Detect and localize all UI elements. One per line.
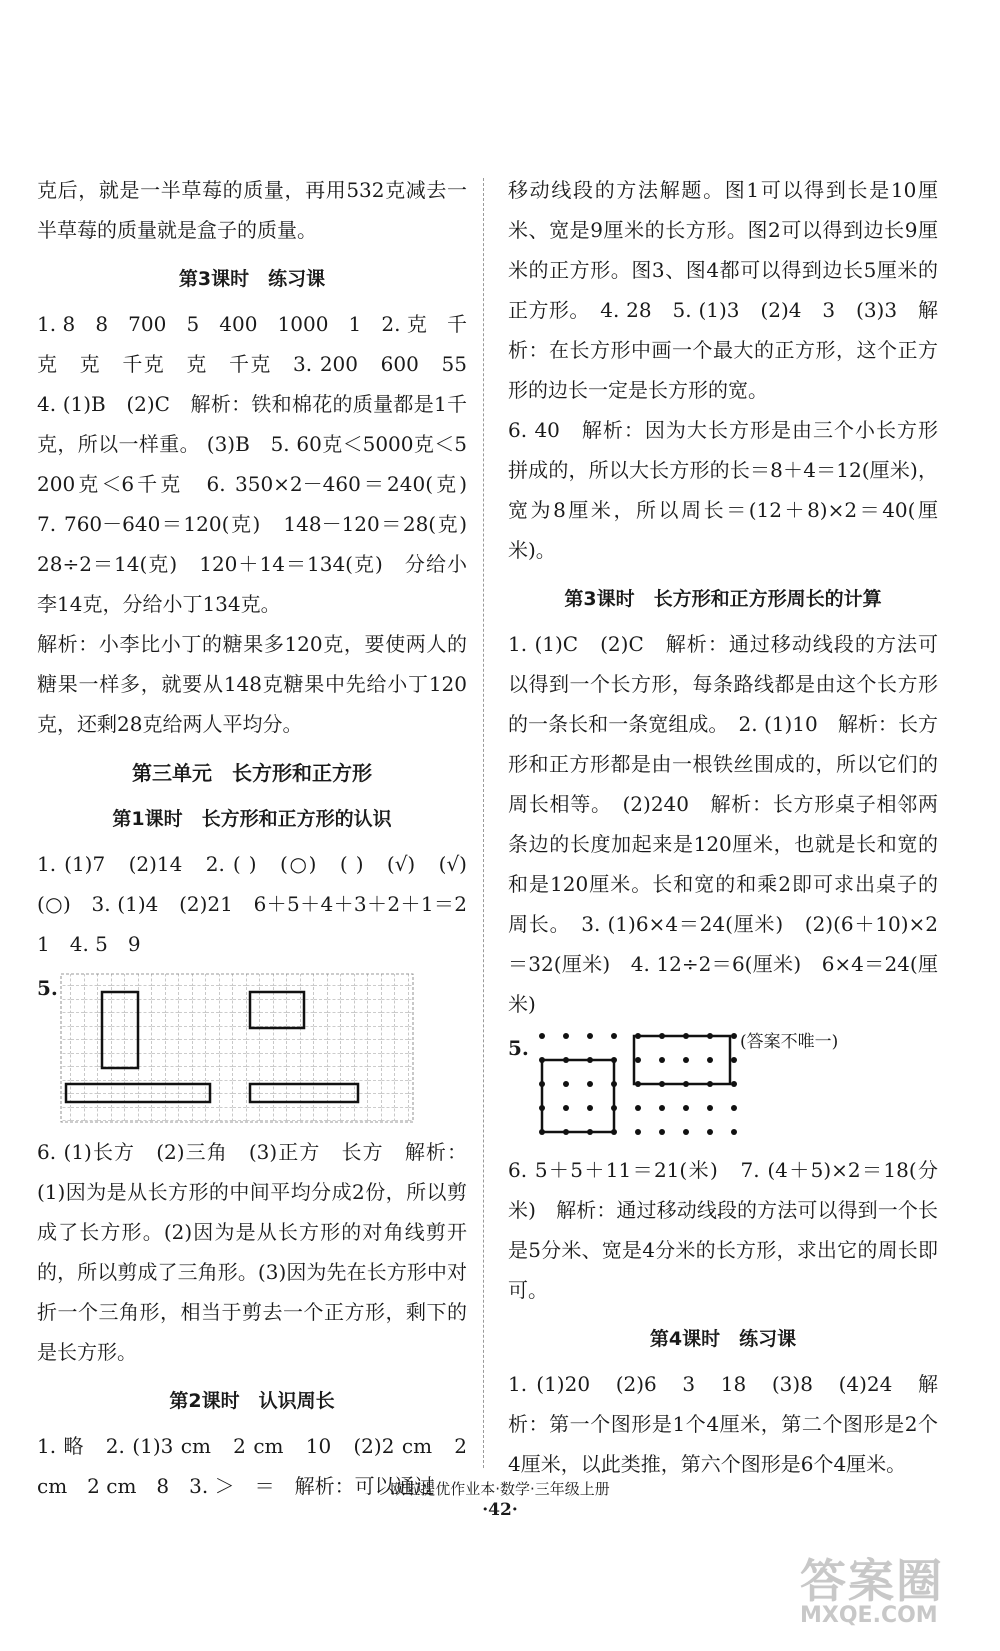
section-heading-lesson2: 第2课时 认识周长 bbox=[169, 1390, 335, 1412]
section-heading-lesson3-practice: 第3课时 练习课 bbox=[178, 268, 326, 290]
grid-dot bbox=[611, 1105, 617, 1111]
grid-dot bbox=[659, 1105, 665, 1111]
grid-dot bbox=[635, 1105, 641, 1111]
grid-dot bbox=[611, 1129, 617, 1135]
grid-dot bbox=[611, 1033, 617, 1039]
grid-dot bbox=[731, 1033, 737, 1039]
left-column bbox=[37, 170, 487, 1506]
figure-label: 5. bbox=[37, 976, 58, 1000]
grid-dot bbox=[587, 1081, 593, 1087]
right-paragraph-4: 6. 5＋5＋11＝21(米) 7. (4＋5)×2＝18(分米) 解析：通过移动线段的方法可以得到一个长是5分米、宽是4分米的长方形，求出它的周长即可。 bbox=[508, 1158, 938, 1302]
rectangle-answer bbox=[634, 1036, 730, 1084]
left-paragraph-2: 1. 8 8 700 5 400 1000 1 2. 克 千克 克 千克 克 千克 3. 200 600 55 4. (1)B (2)C 解析：铁和棉花的质量都是1千克，所以一样重。 (3)B 5. 60克＜5000克＜5200克＜6千克 6. 350×2－460＝240(克) 7. 760－640＝120(克) 148－120＝28(克) 28÷2＝14(克) 120＋14＝134(克) 分给小李14克，分给小丁134克。 bbox=[37, 312, 487, 616]
grid-dot bbox=[539, 1081, 545, 1087]
grid-dot bbox=[707, 1081, 713, 1087]
section-heading-lesson4: 第4课时 练习课 bbox=[649, 1328, 797, 1350]
grid-dot bbox=[539, 1129, 545, 1135]
grid-dot bbox=[707, 1129, 713, 1135]
right-paragraph-1: 移动线段的方法解题。图1可以得到长是10厘米、宽是9厘米的长方形。图2可以得到边长9厘米的正方形。图3、图4都可以得到边长5厘米的正方形。 4. 28 5. (1)3 (2)4 3 (3)3 解析：在长方形中画一个最大的正方形，这个正方形的边长一定是长方形的宽。 bbox=[508, 178, 938, 402]
grid-dot bbox=[563, 1105, 569, 1111]
left-paragraph-6: 1. 略 2. (1)3 cm 2 cm 10 (2)2 cm 2 cm 2 cm 8 3. ＞ ＝ 解析：可以通过 bbox=[37, 1434, 467, 1498]
grid-dot bbox=[683, 1081, 689, 1087]
right-paragraph-5: 1. (1)20 (2)6 3 18 (3)8 (4)24 解析：第一个图形是1个4厘米，第二个图形是2个4厘米，以此类推，第六个图形是6个4厘米。 bbox=[508, 1372, 938, 1476]
answer-note: (答案不唯一) bbox=[740, 1032, 839, 1052]
grid-dot bbox=[707, 1057, 713, 1063]
grid-dot bbox=[731, 1081, 737, 1087]
right-paragraph-2: 6. 40 解析：因为大长方形是由三个小长方形拼成的，所以大长方形的长＝8＋4＝12(厘米)，宽为8厘米，所以周长＝(12＋8)×2＝40(厘米)。 bbox=[508, 418, 938, 562]
left-paragraph-5: 6. (1)长方 (2)三角 (3)正方 长方 解析：(1)因为是从长方形的中间平均分成2份，所以剪成了长方形。(2)因为是从长方形的对角线剪开的，所以剪成了三角形。(3)因为先在长方形中对折一个三角形，相当于剪去一个正方形，剩下的是长方形。 bbox=[37, 1140, 467, 1364]
section-heading-lesson3-calc: 第3课时 长方形和正方形周长的计算 bbox=[564, 588, 882, 610]
left-paragraph-4: 1. (1)7 (2)14 2. ( ) (○) ( ) (√) (√) (○) 3. (1)4 (2)21 6＋5＋4＋3＋2＋1＝21 4. 5 9 bbox=[37, 852, 487, 956]
grid-dot bbox=[611, 1081, 617, 1087]
grid-dot bbox=[635, 1057, 641, 1063]
grid-dot bbox=[563, 1057, 569, 1063]
grid-dot bbox=[563, 1033, 569, 1039]
grid-dot bbox=[539, 1057, 545, 1063]
grid-dot bbox=[587, 1129, 593, 1135]
unit-heading-3: 第三单元 长方形和正方形 bbox=[132, 761, 372, 785]
grid-drawing bbox=[57, 972, 467, 1128]
grid-dot bbox=[659, 1033, 665, 1039]
square-answer bbox=[542, 1060, 614, 1132]
grid-dot bbox=[563, 1081, 569, 1087]
grid-dot bbox=[587, 1033, 593, 1039]
right-column bbox=[508, 170, 938, 1484]
grid-dot bbox=[731, 1129, 737, 1135]
watermark-logo: 答案圈 bbox=[800, 1554, 944, 1608]
grid-figure bbox=[37, 968, 467, 1128]
watermark bbox=[800, 1545, 990, 1645]
column-divider bbox=[483, 178, 484, 1468]
footer-book-title: 欧啦提优作业本·数学·三年级上册 bbox=[390, 1480, 610, 1498]
left-paragraph-3: 解析：小李比小丁的糖果多120克，要使两人的糖果一样多，就要从148克糖果中先给小丁120克，还剩28克给两人平均分。 bbox=[37, 632, 467, 736]
grid-dot bbox=[659, 1057, 665, 1063]
grid-dot bbox=[539, 1105, 545, 1111]
grid-dot bbox=[587, 1105, 593, 1111]
section-heading-lesson1: 第1课时 长方形和正方形的认识 bbox=[112, 808, 392, 830]
grid-dot bbox=[683, 1033, 689, 1039]
grid-dot bbox=[683, 1057, 689, 1063]
watermark-url: MXQE.COM bbox=[800, 1603, 938, 1628]
page-number: ·42· bbox=[482, 1500, 518, 1520]
figure-label: 5. bbox=[508, 1036, 529, 1060]
grid-dot bbox=[707, 1033, 713, 1039]
grid-dot bbox=[731, 1057, 737, 1063]
grid-dot bbox=[683, 1105, 689, 1111]
grid-dot bbox=[707, 1105, 713, 1111]
grid-dot bbox=[539, 1033, 545, 1039]
grid-dot bbox=[683, 1129, 689, 1135]
grid-dot bbox=[563, 1129, 569, 1135]
grid-dot bbox=[731, 1105, 737, 1111]
grid-dot bbox=[635, 1081, 641, 1087]
dot-grid-drawing bbox=[528, 1030, 928, 1146]
grid-dot bbox=[587, 1057, 593, 1063]
grid-dot bbox=[635, 1129, 641, 1135]
grid-dot bbox=[635, 1033, 641, 1039]
right-paragraph-3: 1. (1)C (2)C 解析：通过移动线段的方法可以得到一个长方形，每条路线都是由这个长方形的一条长和一条宽组成。 2. (1)10 解析：长方形和正方形都是由一根铁丝围成的，所以它们的周长相等。 (2)240 解析：长方形桌子相邻两条边的长度加起来是120厘米，也就是长和宽的和是120厘米。长和宽的和乘2即可求出桌子的周长。 3. (1)6×4＝24(厘米) (2)(6＋10)×2＝32(厘米) 4. 12÷2＝6(厘米) 6×4＝24(厘米) bbox=[508, 632, 938, 1016]
left-paragraph-1: 克后，就是一半草莓的质量，再用532克减去一半草莓的质量就是盒子的质量。 bbox=[37, 178, 467, 242]
grid-dot bbox=[659, 1081, 665, 1087]
grid-dot bbox=[659, 1129, 665, 1135]
dot-figure bbox=[508, 1028, 938, 1146]
grid-dot bbox=[611, 1057, 617, 1063]
